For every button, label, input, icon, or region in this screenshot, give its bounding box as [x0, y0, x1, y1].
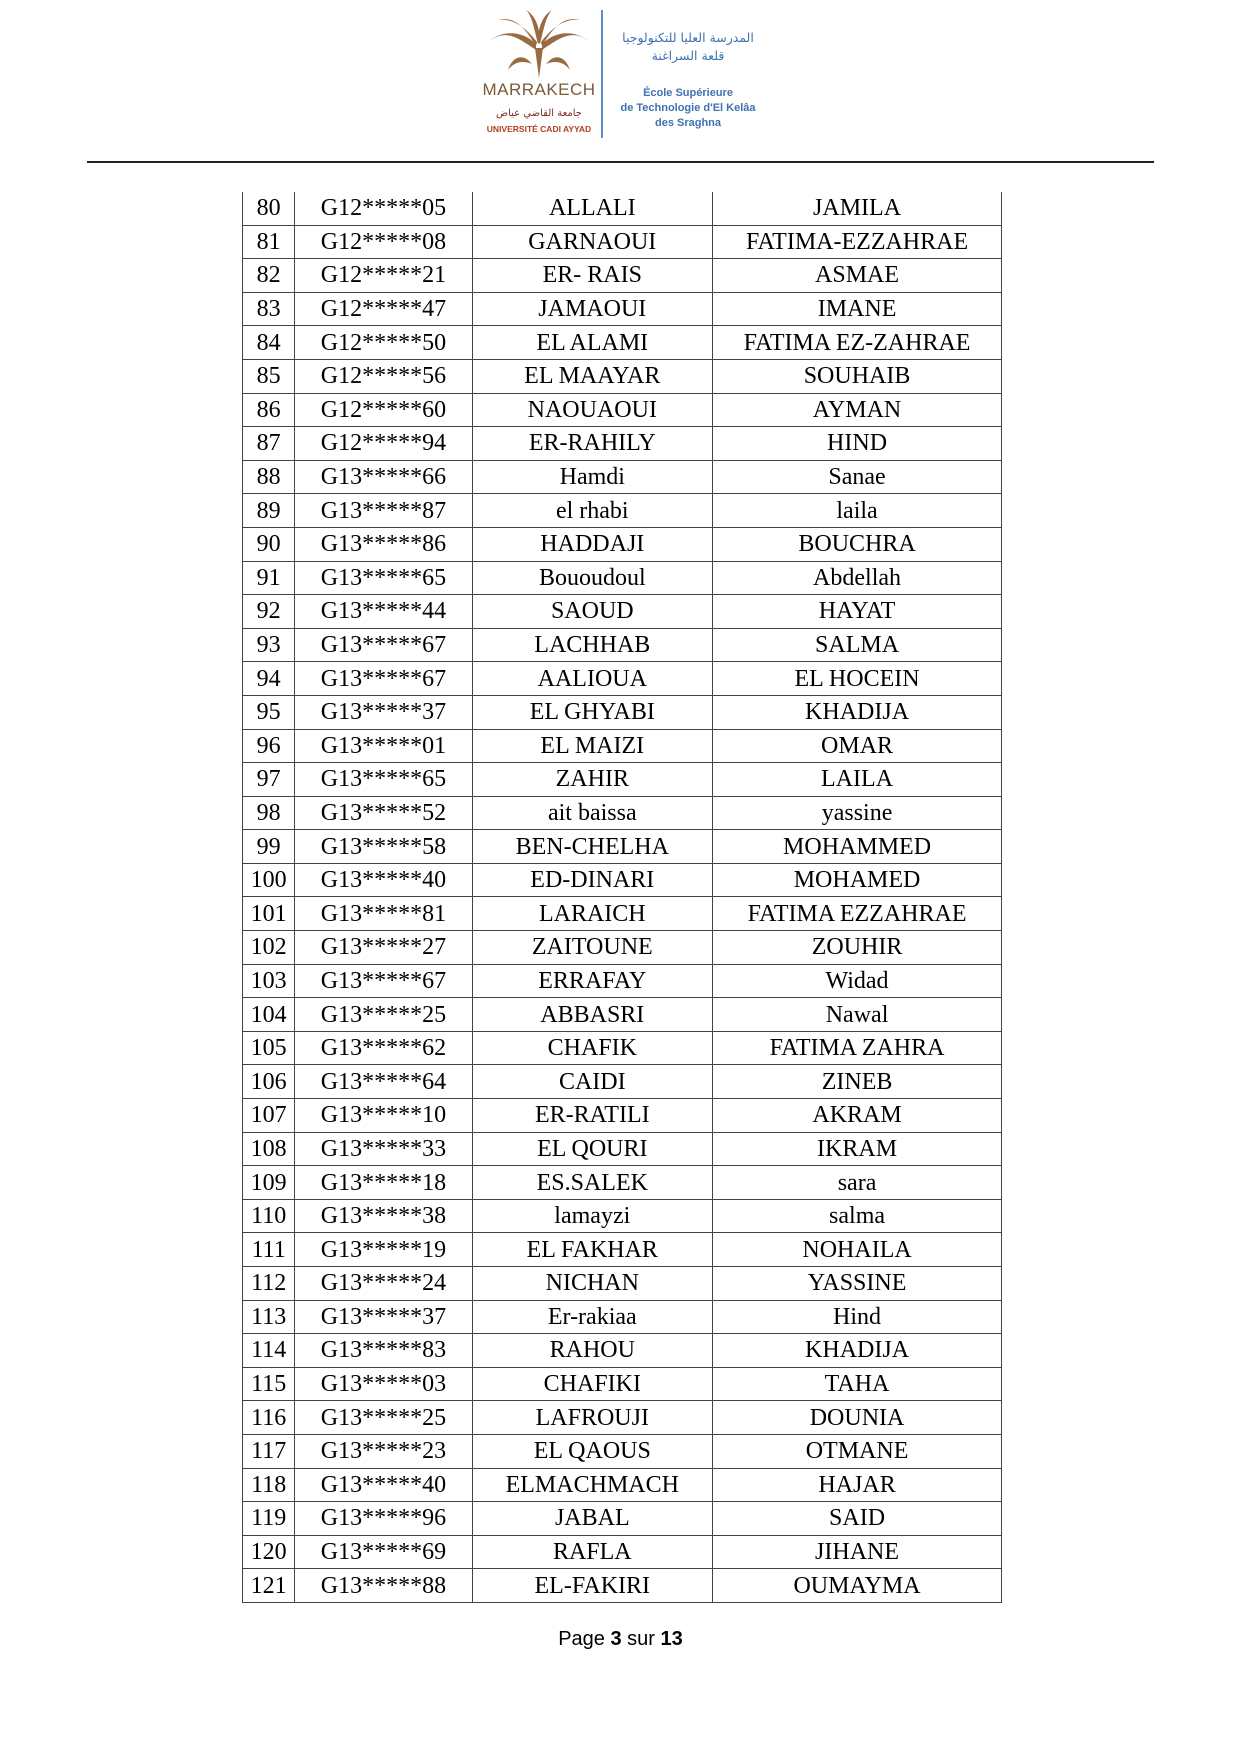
student-code-cell: G13*****01 [295, 729, 472, 763]
table-row [243, 897, 1002, 931]
student-code-cell: G13*****03 [295, 1367, 472, 1401]
last-name-cell: LAFROUJI [472, 1401, 713, 1435]
student-code-cell: G12*****05 [295, 192, 472, 225]
last-name-cell: ait baissa [472, 796, 713, 830]
row-number-cell: 115 [243, 1367, 295, 1401]
first-name-cell: Abdellah [713, 561, 1002, 595]
last-name-cell: EL QAOUS [472, 1434, 713, 1468]
table-row [243, 225, 1002, 259]
row-number-cell: 110 [243, 1199, 295, 1233]
table-row [243, 1434, 1002, 1468]
last-name-cell: el rhabi [472, 494, 713, 528]
first-name-cell: MOHAMED [713, 863, 1002, 897]
first-name-cell: TAHA [713, 1367, 1002, 1401]
first-name-cell: KHADIJA [713, 695, 1002, 729]
row-number-cell: 100 [243, 863, 295, 897]
logo-university-text: UNIVERSITÉ CADI AYYAD [486, 124, 592, 134]
student-code-cell: G13*****64 [295, 1065, 472, 1099]
last-name-cell: ER-RATILI [472, 1099, 713, 1133]
table-row [243, 1099, 1002, 1133]
table-row [243, 1267, 1002, 1301]
header-rule [87, 161, 1154, 163]
first-name-cell: FATIMA EZZAHRAE [713, 897, 1002, 931]
table-row [243, 1468, 1002, 1502]
first-name-cell: Hind [713, 1300, 1002, 1334]
first-name-cell: HIND [713, 427, 1002, 461]
row-number-cell: 119 [243, 1502, 295, 1536]
row-number-cell: 95 [243, 695, 295, 729]
student-code-cell: G13*****83 [295, 1334, 472, 1368]
student-code-cell: G12*****56 [295, 359, 472, 393]
last-name-cell: EL MAAYAR [472, 359, 713, 393]
last-name-cell: GARNAOUI [472, 225, 713, 259]
first-name-cell: FATIMA ZAHRA [713, 1031, 1002, 1065]
last-name-cell: HADDAJI [472, 527, 713, 561]
last-name-cell: Er-rakiaa [472, 1300, 713, 1334]
table-row [243, 998, 1002, 1032]
first-name-cell: HAYAT [713, 595, 1002, 629]
row-number-cell: 99 [243, 830, 295, 864]
row-number-cell: 84 [243, 326, 295, 360]
page-header [0, 0, 1241, 162]
logo-divider [601, 10, 603, 138]
student-code-cell: G13*****25 [295, 998, 472, 1032]
table-row [243, 561, 1002, 595]
table-row [243, 192, 1002, 225]
row-number-cell: 91 [243, 561, 295, 595]
first-name-cell: OUMAYMA [713, 1569, 1002, 1603]
first-name-cell: FATIMA EZ-ZAHRAE [713, 326, 1002, 360]
last-name-cell: RAHOU [472, 1334, 713, 1368]
page-label: Page [558, 1628, 605, 1650]
table-row [243, 662, 1002, 696]
row-number-cell: 105 [243, 1031, 295, 1065]
page-current: 3 [610, 1628, 622, 1650]
student-code-cell: G13*****67 [295, 964, 472, 998]
first-name-cell: OTMANE [713, 1434, 1002, 1468]
row-number-cell: 104 [243, 998, 295, 1032]
first-name-cell: laila [713, 494, 1002, 528]
row-number-cell: 98 [243, 796, 295, 830]
table-row [243, 1569, 1002, 1603]
student-code-cell: G13*****81 [295, 897, 472, 931]
first-name-cell: JAMILA [713, 192, 1002, 225]
table-row [243, 796, 1002, 830]
row-number-cell: 89 [243, 494, 295, 528]
table-row [243, 763, 1002, 797]
table-row [243, 494, 1002, 528]
first-name-cell: EL HOCEIN [713, 662, 1002, 696]
page-total: 13 [660, 1628, 683, 1650]
first-name-cell: NOHAILA [713, 1233, 1002, 1267]
first-name-cell: BOUCHRA [713, 527, 1002, 561]
student-code-cell: G13*****88 [295, 1569, 472, 1603]
student-code-cell: G13*****10 [295, 1099, 472, 1133]
first-name-cell: MOHAMMED [713, 830, 1002, 864]
row-number-cell: 107 [243, 1099, 295, 1133]
row-number-cell: 81 [243, 225, 295, 259]
first-name-cell: SOUHAIB [713, 359, 1002, 393]
student-code-cell: G13*****52 [295, 796, 472, 830]
last-name-cell: LACHHAB [472, 628, 713, 662]
last-name-cell: AALIOUA [472, 662, 713, 696]
student-code-cell: G12*****08 [295, 225, 472, 259]
row-number-cell: 117 [243, 1434, 295, 1468]
last-name-cell: ES.SALEK [472, 1166, 713, 1200]
table-row [243, 1535, 1002, 1569]
table-row [243, 1401, 1002, 1435]
last-name-cell: EL QOURI [472, 1132, 713, 1166]
table-row [243, 460, 1002, 494]
student-code-cell: G13*****69 [295, 1535, 472, 1569]
table-row [243, 931, 1002, 965]
school-french-name [606, 86, 770, 131]
student-code-cell: G12*****50 [295, 326, 472, 360]
student-code-cell: G13*****96 [295, 1502, 472, 1536]
row-number-cell: 86 [243, 393, 295, 427]
row-number-cell: 109 [243, 1166, 295, 1200]
student-code-cell: G13*****37 [295, 1300, 472, 1334]
last-name-cell: ZAITOUNE [472, 931, 713, 965]
table-row [243, 1233, 1002, 1267]
last-name-cell: SAOUD [472, 595, 713, 629]
last-name-cell: ER- RAIS [472, 259, 713, 293]
student-code-cell: G13*****86 [295, 527, 472, 561]
table-row [243, 1300, 1002, 1334]
school-french-line3: des Sraghna [654, 117, 722, 129]
table-row [243, 359, 1002, 393]
row-number-cell: 111 [243, 1233, 295, 1267]
page-number [0, 1628, 1241, 1651]
last-name-cell: JABAL [472, 1502, 713, 1536]
student-code-cell: G13*****87 [295, 494, 472, 528]
first-name-cell: ZOUHIR [713, 931, 1002, 965]
student-code-cell: G13*****58 [295, 830, 472, 864]
table-row [243, 393, 1002, 427]
school-french-line2: de Technologie d'El Kelâa [620, 102, 756, 114]
first-name-cell: JIHANE [713, 1535, 1002, 1569]
last-name-cell: ALLALI [472, 192, 713, 225]
first-name-cell: YASSINE [713, 1267, 1002, 1301]
table-row [243, 1199, 1002, 1233]
last-name-cell: ABBASRI [472, 998, 713, 1032]
table-row [243, 1166, 1002, 1200]
student-code-cell: G12*****60 [295, 393, 472, 427]
logo-arabic-text: جامعة القاضي عياض [495, 108, 582, 119]
table-row [243, 1065, 1002, 1099]
palm-emblem-icon [478, 8, 600, 80]
last-name-cell: CHAFIK [472, 1031, 713, 1065]
table-row [243, 830, 1002, 864]
row-number-cell: 94 [243, 662, 295, 696]
last-name-cell: EL-FAKIRI [472, 1569, 713, 1603]
table-row [243, 628, 1002, 662]
row-number-cell: 120 [243, 1535, 295, 1569]
row-number-cell: 106 [243, 1065, 295, 1099]
row-number-cell: 102 [243, 931, 295, 965]
university-logo [478, 8, 600, 138]
first-name-cell: DOUNIA [713, 1401, 1002, 1435]
table-row [243, 863, 1002, 897]
student-code-cell: G13*****40 [295, 863, 472, 897]
first-name-cell: SAID [713, 1502, 1002, 1536]
row-number-cell: 101 [243, 897, 295, 931]
table-row [243, 1367, 1002, 1401]
student-code-cell: G13*****67 [295, 628, 472, 662]
last-name-cell: RAFLA [472, 1535, 713, 1569]
table-row [243, 1031, 1002, 1065]
row-number-cell: 83 [243, 292, 295, 326]
student-code-cell: G13*****38 [295, 1199, 472, 1233]
last-name-cell: ZAHIR [472, 763, 713, 797]
student-code-cell: G13*****65 [295, 561, 472, 595]
row-number-cell: 121 [243, 1569, 295, 1603]
student-code-cell: G13*****37 [295, 695, 472, 729]
first-name-cell: ASMAE [713, 259, 1002, 293]
last-name-cell: LARAICH [472, 897, 713, 931]
last-name-cell: lamayzi [472, 1199, 713, 1233]
table-row [243, 1132, 1002, 1166]
student-code-cell: G13*****25 [295, 1401, 472, 1435]
row-number-cell: 92 [243, 595, 295, 629]
table-row [243, 326, 1002, 360]
first-name-cell: Nawal [713, 998, 1002, 1032]
last-name-cell: Hamdi [472, 460, 713, 494]
student-code-cell: G13*****62 [295, 1031, 472, 1065]
student-list-table [242, 192, 1002, 1603]
table-row [243, 729, 1002, 763]
table-row [243, 595, 1002, 629]
student-code-cell: G13*****66 [295, 460, 472, 494]
last-name-cell: ED-DINARI [472, 863, 713, 897]
first-name-cell: salma [713, 1199, 1002, 1233]
student-code-cell: G13*****23 [295, 1434, 472, 1468]
student-code-cell: G13*****18 [295, 1166, 472, 1200]
school-french-line1: École Supérieure [643, 87, 733, 99]
first-name-cell: Sanae [713, 460, 1002, 494]
page-separator: sur [627, 1628, 655, 1650]
table-row [243, 1502, 1002, 1536]
last-name-cell: EL MAIZI [472, 729, 713, 763]
last-name-cell: NAOUAOUI [472, 393, 713, 427]
row-number-cell: 108 [243, 1132, 295, 1166]
table-row [243, 427, 1002, 461]
first-name-cell: HAJAR [713, 1468, 1002, 1502]
row-number-cell: 93 [243, 628, 295, 662]
first-name-cell: KHADIJA [713, 1334, 1002, 1368]
first-name-cell: IKRAM [713, 1132, 1002, 1166]
last-name-cell: ERRAFAY [472, 964, 713, 998]
student-code-cell: G13*****24 [295, 1267, 472, 1301]
first-name-cell: AKRAM [713, 1099, 1002, 1133]
first-name-cell: SALMA [713, 628, 1002, 662]
student-code-cell: G12*****47 [295, 292, 472, 326]
student-list-body [243, 192, 1002, 1602]
row-number-cell: 97 [243, 763, 295, 797]
first-name-cell: Widad [713, 964, 1002, 998]
student-code-cell: G13*****44 [295, 595, 472, 629]
table-row [243, 1334, 1002, 1368]
last-name-cell: NICHAN [472, 1267, 713, 1301]
first-name-cell: OMAR [713, 729, 1002, 763]
student-code-cell: G13*****65 [295, 763, 472, 797]
row-number-cell: 113 [243, 1300, 295, 1334]
last-name-cell: EL GHYABI [472, 695, 713, 729]
row-number-cell: 118 [243, 1468, 295, 1502]
school-arabic-line1: المدرسة العليا للتكنولوجيا [622, 30, 754, 45]
row-number-cell: 116 [243, 1401, 295, 1435]
first-name-cell: ZINEB [713, 1065, 1002, 1099]
first-name-cell: AYMAN [713, 393, 1002, 427]
student-code-cell: G12*****21 [295, 259, 472, 293]
first-name-cell: LAILA [713, 763, 1002, 797]
table-row [243, 527, 1002, 561]
table-row [243, 259, 1002, 293]
row-number-cell: 80 [243, 192, 295, 225]
last-name-cell: BEN-CHELHA [472, 830, 713, 864]
first-name-cell: sara [713, 1166, 1002, 1200]
school-arabic-line2: قلعة السراغنة [651, 48, 725, 63]
row-number-cell: 114 [243, 1334, 295, 1368]
row-number-cell: 82 [243, 259, 295, 293]
row-number-cell: 103 [243, 964, 295, 998]
logo-city-text: MARRAKECH [482, 80, 596, 99]
row-number-cell: 112 [243, 1267, 295, 1301]
last-name-cell: Bououdoul [472, 561, 713, 595]
row-number-cell: 96 [243, 729, 295, 763]
last-name-cell: EL FAKHAR [472, 1233, 713, 1267]
row-number-cell: 87 [243, 427, 295, 461]
student-code-cell: G13*****19 [295, 1233, 472, 1267]
first-name-cell: IMANE [713, 292, 1002, 326]
student-code-cell: G13*****27 [295, 931, 472, 965]
row-number-cell: 88 [243, 460, 295, 494]
student-code-cell: G13*****40 [295, 1468, 472, 1502]
first-name-cell: yassine [713, 796, 1002, 830]
last-name-cell: JAMAOUI [472, 292, 713, 326]
last-name-cell: CAIDI [472, 1065, 713, 1099]
table-row [243, 695, 1002, 729]
table-row [243, 964, 1002, 998]
student-code-cell: G13*****33 [295, 1132, 472, 1166]
last-name-cell: ELMACHMACH [472, 1468, 713, 1502]
row-number-cell: 85 [243, 359, 295, 393]
last-name-cell: CHAFIKI [472, 1367, 713, 1401]
student-code-cell: G13*****67 [295, 662, 472, 696]
row-number-cell: 90 [243, 527, 295, 561]
first-name-cell: FATIMA-EZZAHRAE [713, 225, 1002, 259]
last-name-cell: ER-RAHILY [472, 427, 713, 461]
student-code-cell: G12*****94 [295, 427, 472, 461]
table-row [243, 292, 1002, 326]
last-name-cell: EL ALAMI [472, 326, 713, 360]
